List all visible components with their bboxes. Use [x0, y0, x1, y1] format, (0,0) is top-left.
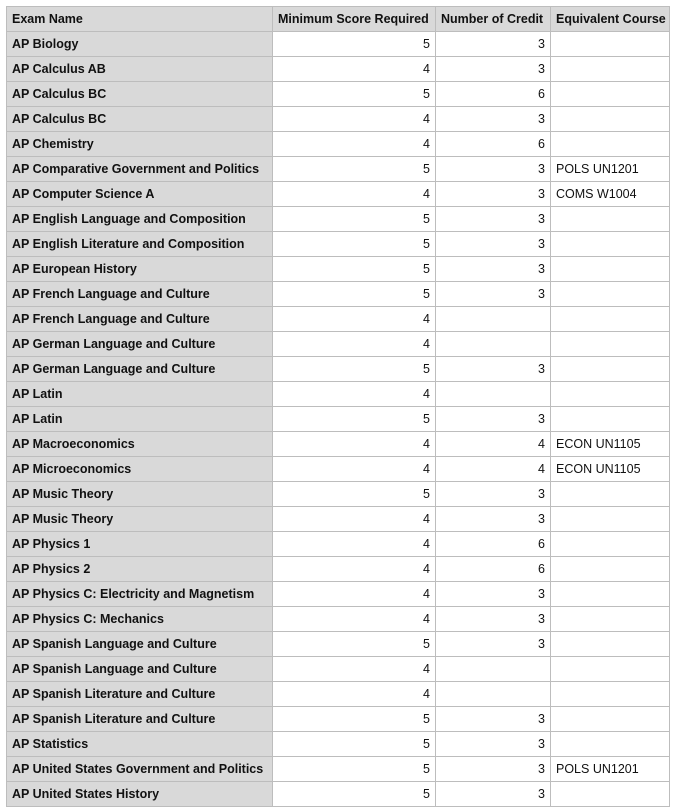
equivalent-course-cell[interactable] — [551, 382, 670, 407]
exam-name-cell[interactable]: AP Latin — [7, 382, 273, 407]
equivalent-course-cell[interactable] — [551, 682, 670, 707]
credits-cell[interactable]: 3 — [436, 57, 551, 82]
equivalent-course-cell[interactable] — [551, 332, 670, 357]
table-row — [7, 182, 670, 207]
table-row — [7, 607, 670, 632]
table-row — [7, 232, 670, 257]
exam-name-cell[interactable]: AP Computer Science A — [7, 182, 273, 207]
equivalent-course-cell[interactable] — [551, 707, 670, 732]
equivalent-course-cell[interactable] — [551, 532, 670, 557]
min-score-cell[interactable]: 4 — [273, 107, 436, 132]
equivalent-course-cell[interactable] — [551, 307, 670, 332]
exam-name-cell[interactable]: AP Chemistry — [7, 132, 273, 157]
credits-cell[interactable]: 3 — [436, 757, 551, 782]
credits-cell[interactable]: 6 — [436, 82, 551, 107]
exam-name-cell[interactable]: AP German Language and Culture — [7, 332, 273, 357]
credits-cell[interactable]: 3 — [436, 182, 551, 207]
table-row — [7, 407, 670, 432]
equivalent-course-cell[interactable] — [551, 657, 670, 682]
exam-name-cell[interactable]: AP Calculus BC — [7, 82, 273, 107]
table-row — [7, 282, 670, 307]
exam-name-cell[interactable]: AP Music Theory — [7, 507, 273, 532]
spreadsheet — [6, 6, 669, 807]
min-score-cell[interactable]: 5 — [273, 82, 436, 107]
min-score-cell[interactable]: 4 — [273, 682, 436, 707]
credits-cell[interactable] — [436, 682, 551, 707]
exam-name-cell[interactable]: AP Physics C: Mechanics — [7, 607, 273, 632]
credits-cell[interactable]: 3 — [436, 157, 551, 182]
exam-name-cell[interactable]: AP Macroeconomics — [7, 432, 273, 457]
equivalent-course-cell[interactable] — [551, 132, 670, 157]
min-score-cell[interactable]: 5 — [273, 707, 436, 732]
table-row — [7, 157, 670, 182]
credits-cell[interactable]: 3 — [436, 632, 551, 657]
min-score-cell[interactable]: 4 — [273, 557, 436, 582]
min-score-cell[interactable]: 5 — [273, 732, 436, 757]
min-score-cell[interactable]: 5 — [273, 632, 436, 657]
min-score-cell[interactable]: 4 — [273, 132, 436, 157]
exam-name-cell[interactable]: AP Spanish Language and Culture — [7, 632, 273, 657]
equivalent-course-cell[interactable] — [551, 232, 670, 257]
exam-name-cell[interactable]: AP Calculus BC — [7, 107, 273, 132]
min-score-cell[interactable]: 5 — [273, 782, 436, 807]
credits-cell[interactable] — [436, 382, 551, 407]
table-row — [7, 757, 670, 782]
table-row — [7, 482, 670, 507]
exam-name-cell[interactable]: AP French Language and Culture — [7, 307, 273, 332]
table-row — [7, 57, 670, 82]
min-score-cell[interactable]: 4 — [273, 507, 436, 532]
exam-name-cell[interactable]: AP Comparative Government and Politics — [7, 157, 273, 182]
table-row — [7, 657, 670, 682]
equivalent-course-cell[interactable]: COMS W1004 — [551, 182, 670, 207]
table-row — [7, 32, 670, 57]
header-exam-name[interactable]: Exam Name — [7, 7, 273, 32]
min-score-cell[interactable]: 5 — [273, 757, 436, 782]
credits-cell[interactable]: 3 — [436, 232, 551, 257]
table-row — [7, 557, 670, 582]
table-row — [7, 632, 670, 657]
table-row — [7, 532, 670, 557]
exam-name-cell[interactable]: AP Calculus AB — [7, 57, 273, 82]
table-row — [7, 132, 670, 157]
min-score-cell[interactable]: 4 — [273, 307, 436, 332]
min-score-cell[interactable]: 5 — [273, 232, 436, 257]
header-equivalent-course[interactable]: Equivalent Course — [551, 7, 670, 32]
table-row — [7, 457, 670, 482]
equivalent-course-cell[interactable]: POLS UN1201 — [551, 757, 670, 782]
exam-name-cell[interactable]: AP Statistics — [7, 732, 273, 757]
exam-name-cell[interactable]: AP Biology — [7, 32, 273, 57]
exam-name-cell[interactable]: AP French Language and Culture — [7, 282, 273, 307]
table-row — [7, 707, 670, 732]
exam-name-cell[interactable]: AP European History — [7, 257, 273, 282]
table-row — [7, 107, 670, 132]
credits-cell[interactable] — [436, 332, 551, 357]
equivalent-course-cell[interactable]: POLS UN1201 — [551, 157, 670, 182]
table-row — [7, 357, 670, 382]
exam-name-cell[interactable]: AP Microeconomics — [7, 457, 273, 482]
equivalent-course-cell[interactable] — [551, 32, 670, 57]
equivalent-course-cell[interactable] — [551, 482, 670, 507]
table-row — [7, 82, 670, 107]
credits-cell[interactable]: 3 — [436, 607, 551, 632]
table-row — [7, 207, 670, 232]
equivalent-course-cell[interactable] — [551, 507, 670, 532]
min-score-cell[interactable]: 4 — [273, 582, 436, 607]
credits-cell[interactable]: 3 — [436, 107, 551, 132]
equivalent-course-cell[interactable] — [551, 632, 670, 657]
equivalent-course-cell[interactable] — [551, 82, 670, 107]
credits-cell[interactable]: 3 — [436, 582, 551, 607]
credits-cell[interactable]: 3 — [436, 357, 551, 382]
table-row — [7, 432, 670, 457]
equivalent-course-cell[interactable]: ECON UN1105 — [551, 432, 670, 457]
min-score-cell[interactable]: 4 — [273, 382, 436, 407]
credits-cell[interactable] — [436, 657, 551, 682]
equivalent-course-cell[interactable] — [551, 607, 670, 632]
min-score-cell[interactable]: 4 — [273, 332, 436, 357]
min-score-cell[interactable]: 5 — [273, 282, 436, 307]
exam-name-cell[interactable]: AP United States Government and Politics — [7, 757, 273, 782]
exam-name-cell[interactable]: AP United States History — [7, 782, 273, 807]
exam-name-cell[interactable]: AP German Language and Culture — [7, 357, 273, 382]
equivalent-course-cell[interactable] — [551, 782, 670, 807]
min-score-cell[interactable]: 4 — [273, 432, 436, 457]
table-row — [7, 782, 670, 807]
min-score-cell[interactable]: 5 — [273, 32, 436, 57]
table-row — [7, 682, 670, 707]
credits-cell[interactable]: 6 — [436, 557, 551, 582]
credits-cell[interactable]: 3 — [436, 507, 551, 532]
min-score-cell[interactable]: 5 — [273, 207, 436, 232]
min-score-cell[interactable]: 5 — [273, 407, 436, 432]
table-row — [7, 582, 670, 607]
min-score-cell[interactable]: 4 — [273, 57, 436, 82]
credits-cell[interactable]: 3 — [436, 257, 551, 282]
header-min-score[interactable]: Minimum Score Required — [273, 7, 436, 32]
exam-name-cell[interactable]: AP Music Theory — [7, 482, 273, 507]
min-score-cell[interactable]: 5 — [273, 357, 436, 382]
credits-cell[interactable]: 3 — [436, 407, 551, 432]
table-row — [7, 382, 670, 407]
equivalent-course-cell[interactable] — [551, 357, 670, 382]
equivalent-course-cell[interactable] — [551, 732, 670, 757]
equivalent-course-cell[interactable]: ECON UN1105 — [551, 457, 670, 482]
equivalent-course-cell[interactable] — [551, 207, 670, 232]
exam-name-cell[interactable]: AP English Literature and Composition — [7, 232, 273, 257]
table-row — [7, 332, 670, 357]
equivalent-course-cell[interactable] — [551, 557, 670, 582]
min-score-cell[interactable]: 4 — [273, 532, 436, 557]
equivalent-course-cell[interactable] — [551, 57, 670, 82]
header-row — [7, 7, 670, 32]
credits-cell[interactable]: 3 — [436, 32, 551, 57]
equivalent-course-cell[interactable] — [551, 257, 670, 282]
min-score-cell[interactable]: 4 — [273, 657, 436, 682]
table-row — [7, 732, 670, 757]
exam-name-cell[interactable]: AP Physics 2 — [7, 557, 273, 582]
exam-name-cell[interactable]: AP Physics 1 — [7, 532, 273, 557]
min-score-cell[interactable]: 5 — [273, 257, 436, 282]
table-row — [7, 257, 670, 282]
min-score-cell[interactable]: 4 — [273, 457, 436, 482]
credits-cell[interactable]: 6 — [436, 532, 551, 557]
min-score-cell[interactable]: 4 — [273, 607, 436, 632]
credits-cell[interactable]: 3 — [436, 732, 551, 757]
credits-cell[interactable]: 3 — [436, 707, 551, 732]
credits-cell[interactable]: 3 — [436, 482, 551, 507]
credits-cell[interactable]: 3 — [436, 782, 551, 807]
exam-name-cell[interactable]: AP Spanish Literature and Culture — [7, 707, 273, 732]
equivalent-course-cell[interactable] — [551, 407, 670, 432]
equivalent-course-cell[interactable] — [551, 107, 670, 132]
credits-cell[interactable] — [436, 307, 551, 332]
exam-name-cell[interactable]: AP Spanish Literature and Culture — [7, 682, 273, 707]
credits-cell[interactable]: 6 — [436, 132, 551, 157]
table-row — [7, 307, 670, 332]
credits-cell[interactable]: 3 — [436, 282, 551, 307]
table-row — [7, 507, 670, 532]
credits-cell[interactable]: 4 — [436, 457, 551, 482]
exam-name-cell[interactable]: AP Latin — [7, 407, 273, 432]
equivalent-course-cell[interactable] — [551, 582, 670, 607]
ap-credit-table — [6, 6, 670, 807]
exam-name-cell[interactable]: AP Physics C: Electricity and Magnetism — [7, 582, 273, 607]
header-credits[interactable]: Number of Credit — [436, 7, 551, 32]
min-score-cell[interactable]: 5 — [273, 157, 436, 182]
equivalent-course-cell[interactable] — [551, 282, 670, 307]
credits-cell[interactable]: 4 — [436, 432, 551, 457]
credits-cell[interactable]: 3 — [436, 207, 551, 232]
min-score-cell[interactable]: 5 — [273, 482, 436, 507]
exam-name-cell[interactable]: AP Spanish Language and Culture — [7, 657, 273, 682]
min-score-cell[interactable]: 4 — [273, 182, 436, 207]
exam-name-cell[interactable]: AP English Language and Composition — [7, 207, 273, 232]
